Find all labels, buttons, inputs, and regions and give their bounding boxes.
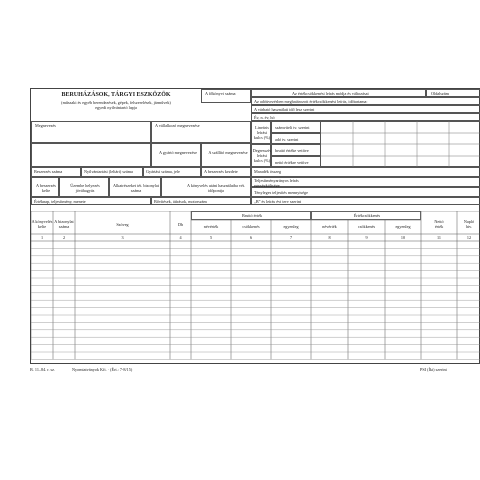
column-number: 8	[328, 235, 331, 240]
company-field[interactable]: A vállalkozó megnevezése	[151, 121, 251, 143]
asset-no-box[interactable]: A főkönyvi száma	[201, 89, 251, 103]
form-subtitle: (műszaki és egyéb berendezések, gépek, felszerelések, járművek)	[61, 100, 171, 105]
right-row-1[interactable]: Az adóüvezésben meghatározott értékcsökkenési leírás, időtartama:	[251, 97, 480, 105]
rate-grid-lines	[321, 121, 480, 167]
use-start-field[interactable]: A beszerzés kezdete	[201, 167, 251, 177]
column-number: 4	[179, 235, 182, 240]
supplier-field[interactable]: A szállító megnevezése	[201, 143, 251, 167]
column-header: Nettó	[434, 219, 444, 224]
column-header: kelte	[37, 224, 47, 229]
column-header: Napló	[463, 219, 475, 224]
linear-a-cell: számviteli tv. szerint	[271, 121, 321, 133]
page-number-box[interactable]: Oldalszám	[426, 89, 480, 97]
column-number: 1	[40, 235, 44, 240]
column-number: 3	[121, 235, 124, 240]
ledger-table[interactable]	[31, 211, 480, 361]
purchase-date-field[interactable]: A beszerzés kelte	[31, 177, 59, 197]
degressive-a-cell: bruttó értéke vetítve	[271, 144, 321, 156]
degressive-label-cell: Degresszív leírási kulcs (%)	[251, 144, 271, 167]
linear-label-cell: Lineáris leírási kulcs (%)	[251, 121, 271, 144]
column-header: Szöveg	[116, 222, 129, 227]
registration-field[interactable]: Nyilvántartási (leltári) száma	[81, 167, 143, 177]
right-row-2[interactable]: A várható használati idő lesz szerint	[251, 105, 480, 113]
column-header: A bizonylat	[54, 219, 74, 224]
column-header: névérték	[203, 224, 219, 229]
column-number: 12	[466, 235, 472, 240]
column-header: száma	[58, 224, 70, 229]
change-field[interactable]: Értéknap, teljesítmény, menete	[31, 197, 151, 205]
gross-value-group: Bruttó érték	[191, 211, 311, 220]
column-header: névérték	[322, 224, 337, 229]
column-number: 9	[365, 235, 368, 240]
column-header: A könyvelés	[31, 219, 53, 224]
serial-field[interactable]: Beszerzés száma	[31, 167, 81, 177]
column-number: 11	[436, 235, 442, 240]
depreciation-group: Értékcsökkenés	[311, 211, 421, 220]
meter-field[interactable]: Tényleges teljesítés mennyisége	[251, 187, 480, 197]
column-number: 7	[289, 235, 293, 240]
value-adj-field[interactable]: Teljesítményarányos leírás egységköltsége	[251, 177, 480, 187]
footer-code: B. 11–84. r. sz.	[30, 367, 56, 372]
form-subtitle-2: egyedi nyilvántartó lapja	[95, 105, 137, 110]
footer-right: PSI (Íkt) szerint	[420, 367, 447, 372]
column-header: Db	[177, 222, 184, 227]
form-title: BERUHÁZÁSOK, TÁRGYI ESZKÖZÖK	[61, 92, 171, 98]
accounting-method-box[interactable]: Az értékcsökkenési leírás módja és változásai	[251, 89, 426, 97]
column-number: 2	[62, 235, 66, 240]
asset-register-form	[30, 88, 480, 364]
designation-field[interactable]: Megnevezés	[31, 121, 151, 143]
tax-field[interactable]: „B” és leírás évi terv szerint	[251, 197, 480, 205]
column-header: csökkenés	[357, 224, 376, 229]
linear-b-cell: adó tv. szerint	[271, 133, 321, 144]
column-header: csökkenés	[242, 224, 260, 229]
column-header: érték	[434, 224, 444, 229]
residual-field[interactable]: Maradék összeg	[251, 167, 480, 177]
footer-publisher: Nyomtatványok Kft. · (Ért.: 7-8/15)	[72, 367, 133, 372]
degressive-b-cell: nettó értékre vetítve	[271, 156, 321, 167]
factory-no-field[interactable]: Gyártási száma, jele	[143, 167, 201, 177]
rate-grid[interactable]	[321, 121, 480, 167]
decree-field[interactable]: Üzembe helyezés jóváhagyás	[59, 177, 109, 197]
column-header: hiv.	[465, 224, 473, 229]
column-header: egyenleg	[283, 224, 299, 229]
column-number: 5	[209, 235, 213, 240]
doc-no-field[interactable]: Alkatrészeket tét. bizonylat száma	[109, 177, 161, 197]
column-number: 6	[249, 235, 253, 240]
right-row-3[interactable]: Év, n. év, hó	[251, 113, 480, 121]
column-header: egyenleg	[395, 224, 411, 229]
blank-field[interactable]	[31, 143, 151, 167]
accounting-date-field[interactable]: A könyvelés utáni használatba vét. időpontja	[161, 177, 251, 197]
column-number: 10	[400, 235, 406, 240]
manufacturer-field[interactable]: A gyártó megnevezése	[151, 143, 201, 167]
extension-field[interactable]: Bővítések, átírások, motorszám	[151, 197, 251, 205]
